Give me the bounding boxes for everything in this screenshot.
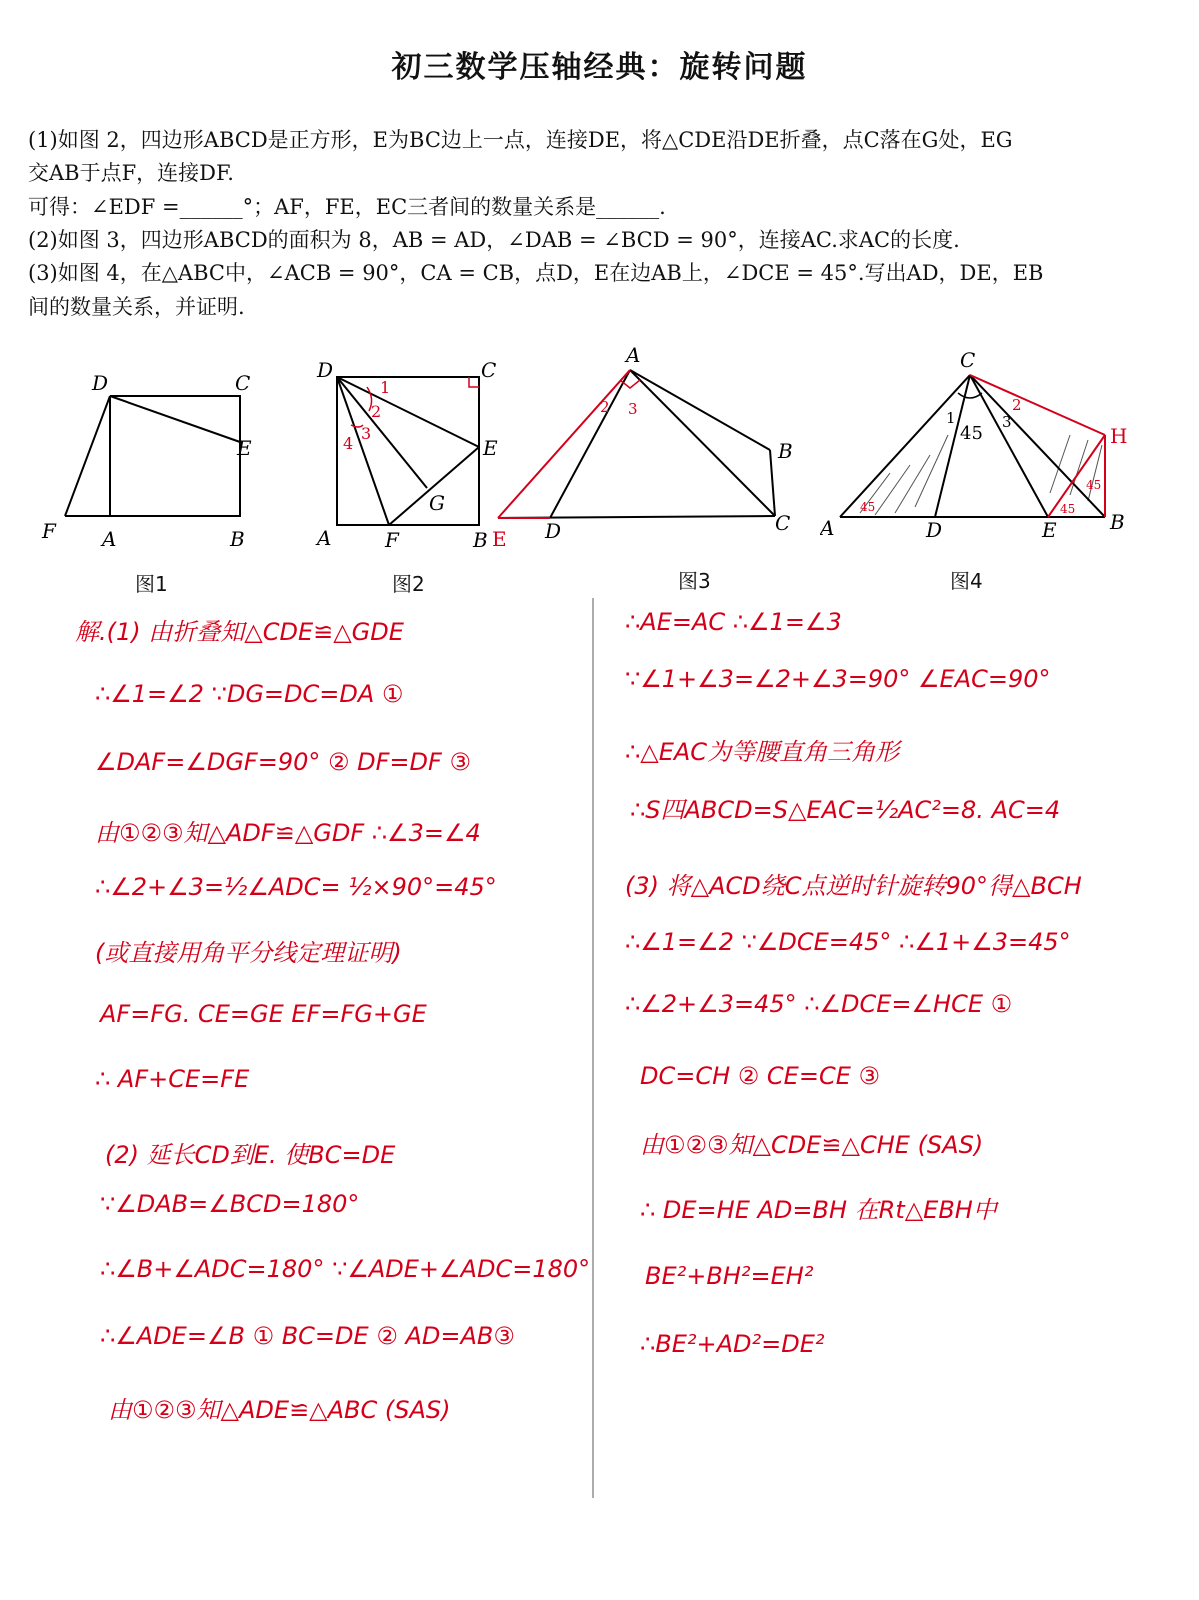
fig2-angle-2: 2	[371, 402, 382, 421]
fig1-label-D: D	[92, 371, 109, 395]
fig1-label-A: A	[102, 527, 117, 551]
solution-left-line-13: 由①②③知△ADE≌△ABC (SAS)	[108, 1396, 451, 1424]
fig4-label-D: D	[926, 518, 943, 542]
fig1-label-B: B	[230, 527, 245, 551]
figure-1-caption: 图1	[135, 572, 168, 596]
fig4-label-B: B	[1110, 510, 1125, 534]
figure-4-caption: 图4	[950, 569, 983, 593]
fig2-label-E: E	[483, 436, 498, 460]
solution-left-line-3: ∠DAF=∠DGF=90° ② DF=DF ③	[95, 748, 471, 776]
solution-left-line-12: ∴∠ADE=∠B ① BC=DE ② AD=AB③	[100, 1322, 515, 1350]
figure-1	[30, 360, 270, 560]
solution-right-line-10: ∴ DE=HE AD=BH 在Rt△EBH中	[640, 1196, 997, 1224]
figure-2	[305, 355, 515, 555]
solution-left-line-7: AF=FG. CE=GE EF=FG+GE	[100, 1000, 427, 1028]
fig4-angle-3: 3	[1002, 413, 1012, 431]
problem-3-line-1: (3)如图 4，在△ABC中，∠ACB = 90°，CA = CB，点D，E在边AB上，∠DCE = 45°.写出AD，DE，EB	[28, 261, 1044, 285]
fig4-label-C: C	[960, 348, 976, 372]
fig4-angle-45-b: 45	[1060, 502, 1076, 516]
problem-1-line-1: (1)如图 2，四边形ABCD是正方形，E为BC边上一点，连接DE，将△CDE沿DE折叠，点C落在G处，EG	[28, 128, 1013, 152]
fig4-angle-1: 1	[946, 409, 956, 427]
fig4-angle-2: 2	[1012, 396, 1022, 414]
fig3-label-D: D	[545, 519, 562, 543]
fig3-angle-3: 3	[628, 400, 638, 418]
fig1-label-F: F	[42, 519, 56, 543]
solution-left-line-11: ∴∠B+∠ADC=180° ∵∠ADE+∠ADC=180°	[100, 1255, 591, 1283]
solution-right-line-11: BE²+BH²=EH²	[645, 1262, 814, 1290]
fig4-angle-45-a: 45	[860, 500, 876, 514]
solution-right-line-7: ∴∠2+∠3=45° ∴∠DCE=∠HCE ①	[625, 990, 1013, 1018]
problem-1-line-2: 交AB于点F，连接DF.	[28, 161, 234, 185]
problem-1-blanks: 可得：∠EDF =______°；AF，FE，EC三者间的数量关系是______.	[28, 195, 666, 219]
fig2-angle-4: 4	[343, 434, 354, 453]
solution-right-line-3: ∴△EAC为等腰直角三角形	[625, 738, 900, 766]
fig2-label-C: C	[481, 358, 497, 382]
fig3-label-B: B	[778, 439, 793, 463]
solution-right-line-5: (3) 将△ACD绕C点逆时针旋转90°得△BCH	[625, 872, 1082, 900]
fig3-label-C: C	[775, 511, 791, 535]
fig2-label-F: F	[385, 528, 399, 552]
solution-right-line-2: ∵∠1+∠3=∠2+∠3=90° ∠EAC=90°	[625, 665, 1051, 693]
solution-left-line-4: 由①②③知△ADF≌△GDF ∴∠3=∠4	[95, 819, 481, 847]
fig2-angle-3: 3	[361, 424, 372, 443]
solution-right-line-6: ∴∠1=∠2 ∵∠DCE=45° ∴∠1+∠3=45°	[625, 928, 1071, 956]
fig1-label-E: E	[237, 436, 252, 460]
problem-3-line-2: 间的数量关系，并证明.	[28, 295, 245, 319]
fig4-label-H: H	[1110, 424, 1128, 448]
fig3-label-A: A	[626, 343, 641, 367]
solution-left-line-6: (或直接用角平分线定理证明)	[95, 939, 402, 967]
fig4-angle-45: 45	[960, 423, 983, 444]
solution-left-line-5: ∴∠2+∠3=½∠ADC= ½×90°=45°	[95, 873, 497, 901]
page-title: 初三数学压轴经典：旋转问题	[391, 50, 808, 85]
figure-3	[490, 340, 810, 550]
fig2-label-D: D	[317, 358, 334, 382]
fig4-angle-45-c: 45	[1086, 478, 1102, 492]
solution-left-line-2: ∴∠1=∠2 ∵DG=DC=DA ①	[95, 680, 404, 708]
solution-left-line-10: ∵∠DAB=∠BCD=180°	[100, 1190, 360, 1218]
solution-right-line-1: ∴AE=AC ∴∠1=∠3	[625, 608, 842, 636]
fig2-label-G: G	[429, 491, 445, 515]
fig2-label-A: A	[317, 526, 332, 550]
solution-left-line-9: (2) 延长CD到E. 使BC=DE	[105, 1141, 396, 1169]
solution-right-line-8: DC=CH ② CE=CE ③	[640, 1062, 881, 1090]
solution-right-line-12: ∴BE²+AD²=DE²	[640, 1330, 825, 1358]
fig3-label-E: E	[492, 527, 507, 550]
fig2-angle-1: 1	[380, 378, 391, 397]
problem-2: (2)如图 3，四边形ABCD的面积为 8，AB = AD，∠DAB = ∠BCD = 90°，连接AC.求AC的长度.	[28, 228, 960, 252]
solution-right-line-4: ∴S四ABCD=S△EAC=½AC²=8. AC=4	[630, 796, 1061, 824]
fig2-label-B: B	[473, 528, 488, 552]
solution-left-line-1: 解.(1) 由折叠知△CDE≌△GDE	[75, 618, 404, 646]
solution-right-line-9: 由①②③知△CDE≌△CHE (SAS)	[640, 1131, 984, 1159]
figure-3-caption: 图3	[678, 569, 711, 593]
column-divider	[592, 598, 594, 1498]
fig4-label-A: A	[820, 516, 835, 540]
fig4-label-E: E	[1042, 518, 1057, 542]
fig1-label-C: C	[235, 371, 251, 395]
figure-2-caption: 图2	[392, 572, 425, 596]
solution-left-line-8: ∴ AF+CE=FE	[95, 1065, 250, 1093]
fig3-angle-2: 2	[600, 398, 610, 416]
figure-4	[820, 345, 1140, 545]
